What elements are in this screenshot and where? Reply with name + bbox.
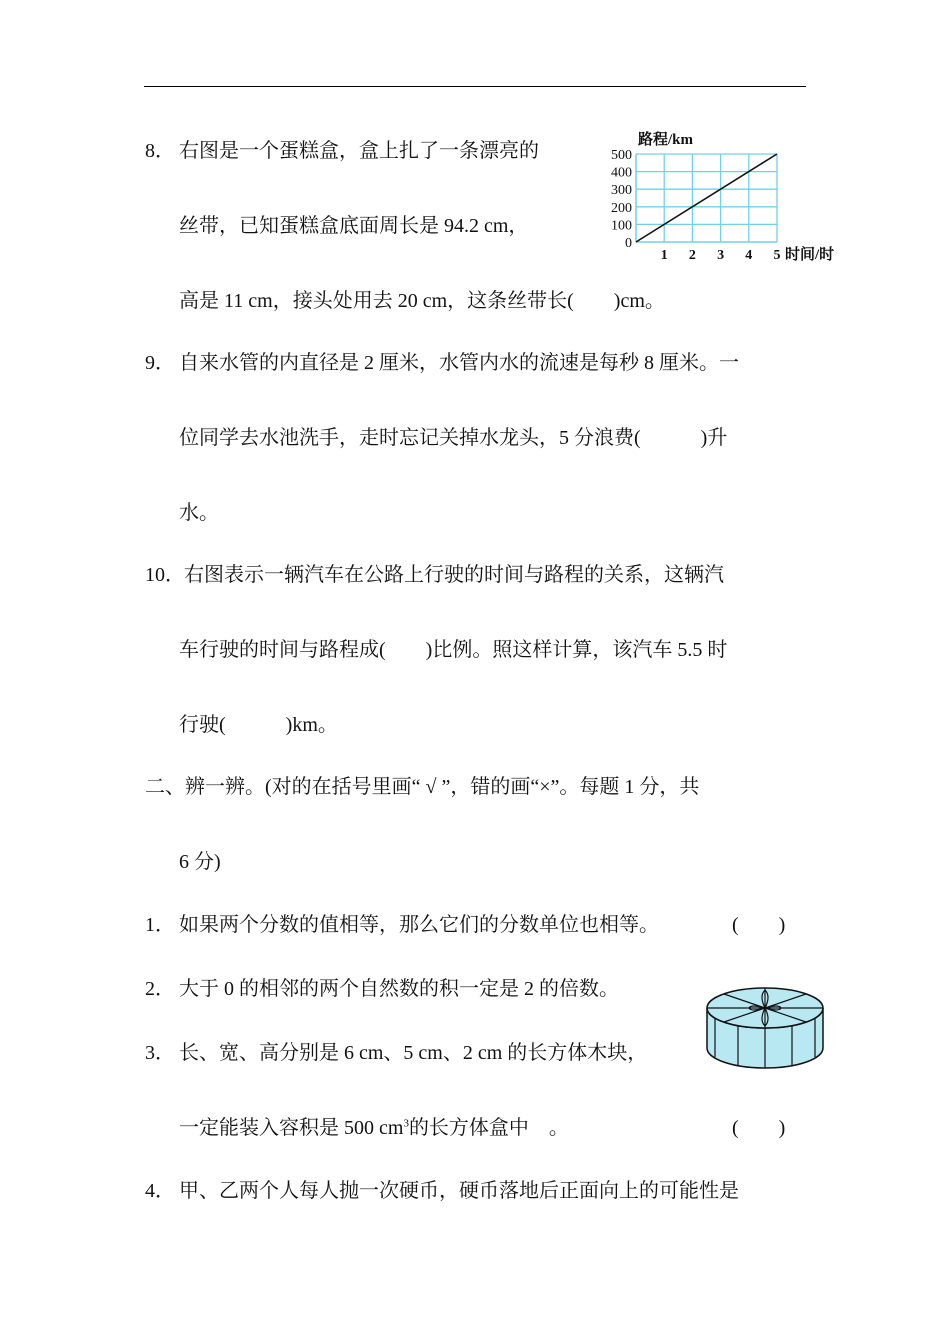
question-number: 1． <box>145 914 175 936</box>
question-text-line: 自来水管的内直径是 2 厘米，水管内水的流速是每秒 8 厘米。一 <box>179 352 739 374</box>
y-tick-label: 200 <box>611 200 632 216</box>
text-part: 的长方体盒中 。 <box>408 1117 569 1139</box>
question-text-line: 右图表示一辆汽车在公路上行驶的时间与路程的关系，这辆汽 <box>184 564 724 586</box>
question-text-line: 行驶( )km。 <box>179 714 338 736</box>
question-text-line: 高是 11 cm，接头处用去 20 cm，这条丝带长( )cm。 <box>179 290 665 312</box>
question-text-line: 甲、乙两个人每人抛一次硬币，硬币落地后正面向上的可能性是 <box>179 1180 739 1202</box>
chart-xlabel: 时间/时 <box>785 247 835 263</box>
question-text-line: 水。 <box>179 502 219 524</box>
chart-ylabel: 路程/km <box>638 132 694 148</box>
chart-series <box>636 154 777 242</box>
y-tick-label: 300 <box>611 183 632 199</box>
x-tick-label: 3 <box>717 248 725 263</box>
question-text-line: 如果两个分数的值相等，那么它们的分数单位也相等。 <box>179 914 659 936</box>
question-number: 8． <box>145 140 175 162</box>
section-heading-line: 6 分) <box>179 851 221 873</box>
question-text-line: 右图是一个蛋糕盒，盒上扎了一条漂亮的 <box>179 140 539 162</box>
header-rule <box>144 86 806 87</box>
question-text-line: 丝带，已知蛋糕盒底面周长是 94.2 cm， <box>179 215 529 237</box>
question-text-line-2 <box>179 1115 569 1141</box>
answer-paren[interactable]: ( ) <box>732 1117 786 1139</box>
y-tick-label: 400 <box>611 165 632 181</box>
text-part: 一定能装入容积是 500 cm <box>179 1117 404 1139</box>
question-number: 2． <box>145 978 175 1000</box>
section-heading-line: 二、辨一辨。(对的在括号里画“ √ ”，错的画“×”。每题 1 分，共 <box>145 776 700 798</box>
question-text-line: 位同学去水池洗手，走时忘记关掉水龙头，5 分浪费( )升 <box>179 427 728 449</box>
y-tick-label: 0 <box>625 236 632 251</box>
question-text-line: 车行驶的时间与路程成( )比例。照这样计算，该汽车 5.5 时 <box>179 639 728 661</box>
question-number: 9． <box>145 352 175 374</box>
cake-box-image <box>700 978 830 1074</box>
x-tick-label: 4 <box>745 248 753 263</box>
question-number: 3． <box>145 1042 175 1064</box>
x-tick-label: 5 <box>773 248 781 263</box>
series-line <box>636 154 777 242</box>
x-tick-label: 2 <box>688 248 696 263</box>
question-text-line: 大于 0 的相邻的两个自然数的积一定是 2 的倍数。 <box>179 978 619 1000</box>
answer-paren[interactable]: ( ) <box>732 914 786 936</box>
question-number: 4． <box>145 1180 175 1202</box>
y-tick-label: 100 <box>611 218 632 234</box>
question-text-line: 长、宽、高分别是 6 cm、5 cm、2 cm 的长方体木块， <box>179 1042 648 1064</box>
superscript: 3 <box>403 1117 409 1130</box>
question-number: 10． <box>145 564 185 586</box>
distance-time-chart <box>596 126 846 266</box>
x-tick-label: 1 <box>660 248 668 263</box>
y-tick-label: 500 <box>611 148 632 163</box>
